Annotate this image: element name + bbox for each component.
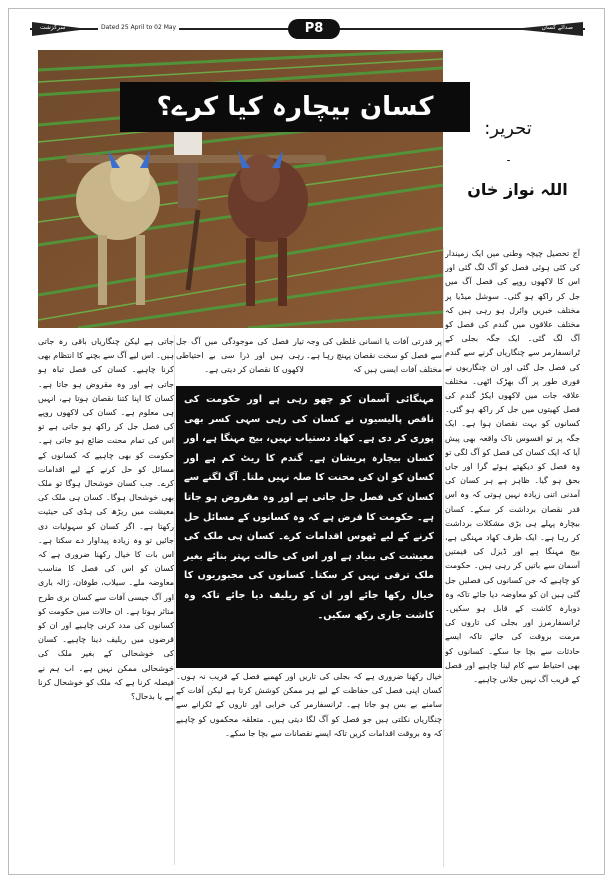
page-number: P8 xyxy=(288,19,340,39)
column-divider xyxy=(443,247,444,867)
page-header xyxy=(30,18,585,40)
article-column-a: پر قدرتی آفات یا انسانی غلطی کی وجہ سے فصل کو سخت نقصان پہنچ رہا ہے۔ مختلف آفات ایسی ہیں کہ xyxy=(306,337,442,375)
article-column-left: جاتی ہے لیکن چنگاریاں باقی رہ جاتی ہیں۔ اس لیے آگ سے بچنے کا انتظام بھی کرنا چاہیے۔ کسان کی فصل تباہ ہو جاتی ہے اور وہ مقروض ہو جاتا ہے۔ کسان کا اپنا کتنا نقصان ہوتا ہے، انہیں ہی معلوم ہے۔ کسان کی لاکھوں روپے کی فصل جل کر راکھ ہو جاتی ہے تو اس کی تمام محنت ضائع ہو جاتی ہے۔ حکومت کو بھی چاہیے کہ کسانوں کے مسائل کو حل کرنے کے لیے اقدامات کرے۔ جب کسان خوشحال ہوگا تو ملک بھی خوشحال ہوگا۔ کسان ہی ملک کی معیشت میں ریڑھ کی ہڈی کی حیثیت رکھتا ہے۔ اگر کسان کو سہولیات دی جائیں تو وہ زیادہ پیداوار دے سکتا ہے۔ اس بات کا خیال رکھنا ضروری ہے کہ کسان کو اس کی فصل کا مناسب معاوضہ ملے۔ سیلاب، طوفان، ژالہ باری اور آگ جیسی آفات سے کسان بری طرح متاثر ہوتا ہے۔ ان حالات میں حکومت کو کسانوں کی مدد کرنی چاہیے اور ان کو قرضوں میں ریلیف دینا چاہیے۔ کسان کی خوشحالی کے بغیر ملک کی خوشحالی ممکن نہیں ہے۔ اب ہم نے فیصلہ کرنا ہے کہ ملک کو خوشحال کرنا ہے یا بدحال؟ xyxy=(38,337,174,702)
header-right-tag-text: صدائے کسان xyxy=(541,24,573,31)
header-date: Dated 25 April to 02 May xyxy=(98,24,179,31)
column-divider xyxy=(174,335,175,865)
byline-separator: ۔ xyxy=(505,150,513,164)
article-column-bottom: خیال رکھنا ضروری ہے کہ بجلی کی تاریں اور کھمبے فصل کے قریب نہ ہوں۔ کسان اپنی فصل کی حفاظت کے لیے ہر ممکن کوشش کرتا ہے لیکن آفات کے سامنے بے بس ہو جاتا ہے۔ ٹرانسفارمر کی خرابی اور تاروں کے ٹکرانے سے چنگاریاں نکلتی ہیں جو فصل کو آگ لگا دیتی ہیں۔ متعلقہ محکموں کو چاہیے کہ وہ بروقت اقدامات کریں تاکہ ایسے نقصانات سے بچا جا سکے۔ xyxy=(176,672,442,738)
header-left-tag-text: سرگزشت xyxy=(40,24,66,31)
article-column-b: تیار فصل کی موجودگی میں آگ جل رہی ہیں اور ذرا سی بے احتیاطی لاکھوں کا نقصان کر دیتی ہے۔ xyxy=(176,337,304,375)
author-name: اللہ نواز خان xyxy=(467,180,568,199)
headline-banner: کسان بیچارہ کیا کرے؟ xyxy=(120,82,470,132)
article-column-right: آج تحصیل چیچہ وطنی میں ایک زمیندار کی کئی ہوئی فصل کو آگ لگ گئی اور اس کا لاکھوں روپے کی فصل آگ میں جل کر راکھ ہو گئی۔ سوشل میڈیا پر مختلف خبریں وائرل ہو رہی ہیں کہ مختلف علاقوں میں گندم کی فصل کو آگ لگ گئی۔ ایک جگہ بجلی کے ٹرانسفارمر سے چنگاریاں گرنے سے گندم کی فصل جل گئی اور ان چنگاریوں نے فوری طور پر آگ بھڑک اٹھی۔ مختلف علاقہ جات میں لاکھوں ایکڑ گندم کی فصل کھیتوں میں جل کر راکھ ہو گئی۔ کسانوں کو بہت نقصان ہوا ہے۔ ایک جگہ پر تو افسوس ناک واقعہ بھی پیش آیا کہ ایک کسان کی فصل کو آگ لگی تو وہ فصل کو دیکھتے ہوئے گرا اور جاں بحق ہو گیا۔ ظاہر ہے ہر کسان کی آمدنی اتنی زیادہ نہیں ہوتی کہ وہ اس قدر نقصان برداشت کر سکے۔ کسان بیچارہ پہلے ہی بڑی مشکلات برداشت کر رہا ہے۔ ایک طرف کھاد مہنگی ہے، بیج مہنگا ہے اور ڈیزل کی قیمتیں آسمان سے باتیں کر رہی ہیں۔ حکومت کو چاہیے کہ جن کسانوں کی فصلیں جل گئی ہیں ان کو معاوضہ دیا جائے تاکہ وہ دوبارہ کاشت کے قابل ہو سکیں۔ ٹرانسفارمرز اور بجلی کی تاروں کی مرمت بروقت کی جائے تاکہ ایسے حادثات سے بچا جا سکے۔ کسانوں کو بھی احتیاط سے کام لینا چاہیے اور فصل کے قریب آگ نہیں جلانی چاہیے۔ xyxy=(445,249,580,685)
byline-label: تحریر: xyxy=(484,118,532,139)
pull-quote: مہنگائی آسمان کو چھو رہی ہے اور حکومت کی ناقص پالیسیوں نے کسان کی رہی سہی کسر بھی پوری کر دی ہے۔ کھاد دستیاب نہیں، بیج مہنگا ہے، اور کسان بیچارہ پریشان ہے۔ گندم کا ریٹ کم ہے اور کسان کو ان کی محنت کا صلہ نہیں ملتا۔ آگ لگنے سے کسان کی فصل جل جاتی ہے اور وہ مقروض ہو جاتا ہے۔ حکومت کا فرض ہے کہ وہ کسانوں کے مسائل حل کرنے کے لیے ٹھوس اقدامات کرے۔ کسان ہی ملک کی معیشت کی بنیاد ہے اور اس کی حالت بہتر بنائے بغیر ملک ترقی نہیں کر سکتا۔ کسانوں کی مجبوریوں کا خیال رکھا جائے اور ان کو ریلیف دیا جائے تاکہ وہ کاشت جاری رکھ سکیں۔ xyxy=(176,386,442,668)
